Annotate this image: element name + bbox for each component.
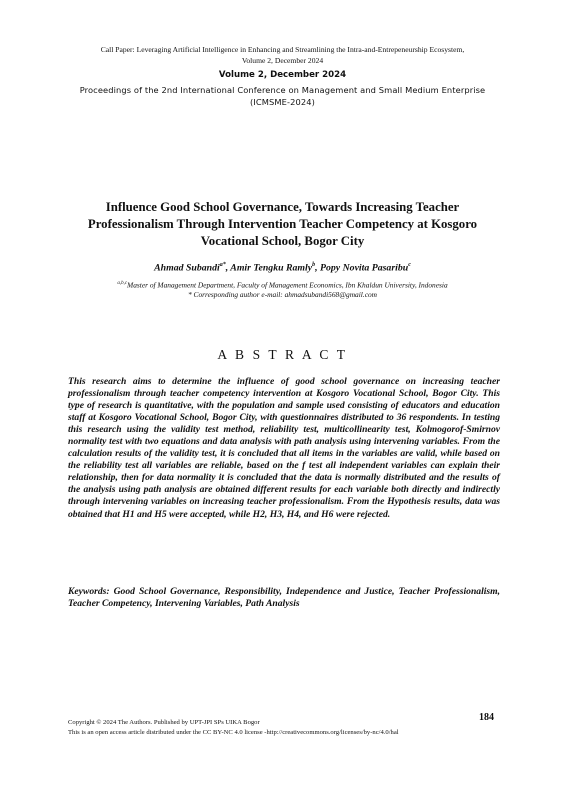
proceedings-acronym: (ICMSME-2024) (250, 97, 315, 107)
call-paper-header (60, 45, 505, 66)
call-paper-volume-line: Volume 2, December 2024 (241, 55, 324, 65)
affiliation-block (40, 279, 525, 300)
author-name: Popy Novita Pasaribu (320, 262, 409, 274)
copyright-footer (68, 718, 488, 737)
author-affiliation-mark: c (408, 262, 411, 268)
copyright-line: Copyright © 2024 The Authors. Published by UPT-JPI SPs UIKA Bogor (68, 719, 260, 726)
author-list: Ahmad Subandi$^{a*}$, Amir Tengku Ramly$^b$, Popy Novita Pasaribu$^c$ (154, 262, 411, 274)
volume-heading: Volume 2, December 2024 (218, 70, 347, 80)
proceedings-line: Proceedings of the 2nd International Conference on Management and Small Medium Enterprise (79, 85, 486, 95)
paper-title (62, 199, 503, 250)
corresponding-author: * Corresponding author e-mail: ahmadsubandi568@gmail.com (187, 290, 378, 300)
affiliation-mark: a,b,c (117, 281, 128, 286)
abstract-body: This research aims to determine the influence of good school governance on increasing teacher professionalism through teacher competency intervention at Kosgoro Vocational School, Bogor City. This type of research is quantitative, with the population and sample used consisting of educators and education staff at Kosgoro Vocational School, Bogor City, with questionnaires distributed to 36 respondents. In testing this research using the validity test method, reliability test, multicollinearity test, Kolmogorof-Smirnov normality test with two equations and data analysis with path analysis using intervening variables. From the calculation results of the validity test, it is concluded that all items in the variables are valid, while based on the reliability test all variables are reliable, based on the f test all independent variables can explain their relationship, then for data normality it is concluded that the data is normally distributed and the results of the analysis using path analysis are obtained different results for each variable both directly and indirectly through intervening variables on increasing teacher professionalism. From the Hypothesis results, data was obtained that H1 and H5 were accepted, while H2, H3, H4, and H6 were rejected. (68, 376, 500, 520)
title-line: Influence Good School Governance, Towards Increasing Teacher (105, 200, 460, 214)
keywords-label: Keywords: (68, 586, 110, 597)
affiliation-text: Master of Management Department, Faculty of Management Economics, Ibn Khaldun University, Indonesia (127, 280, 448, 290)
author-name: Ahmad Subandi (154, 262, 220, 274)
author-affiliation-mark: b (312, 262, 316, 268)
keywords-paragraph (68, 586, 500, 610)
title-line: Professionalism Through Intervention Teacher Competency at Kosgoro (87, 217, 478, 231)
call-paper-line: Call Paper: Leveraging Artificial Intelligence in Enhancing and Streamlining the Intra-and-Entrepeneurship Ecosystem, (100, 45, 465, 54)
license-line: This is an open access article distributed under the CC BY-NC 4.0 license -http://creativecommons.org/licenses/by-nc/4.0/hal (68, 728, 399, 736)
author-name: Amir Tengku Ramly (230, 262, 313, 274)
title-line: Vocational School, Bogor City (200, 234, 365, 248)
author-affiliation-mark: a* (219, 262, 226, 268)
abstract-heading: A B S T R A C T (217, 347, 348, 362)
keywords-text: Good School Governance, Responsibility, Independence and Justice, Teacher Professionalism, Teacher Competency, Intervening Variables, Path Analysis (68, 586, 500, 610)
page-number: 184 (479, 712, 494, 723)
proceedings-heading (40, 84, 525, 108)
